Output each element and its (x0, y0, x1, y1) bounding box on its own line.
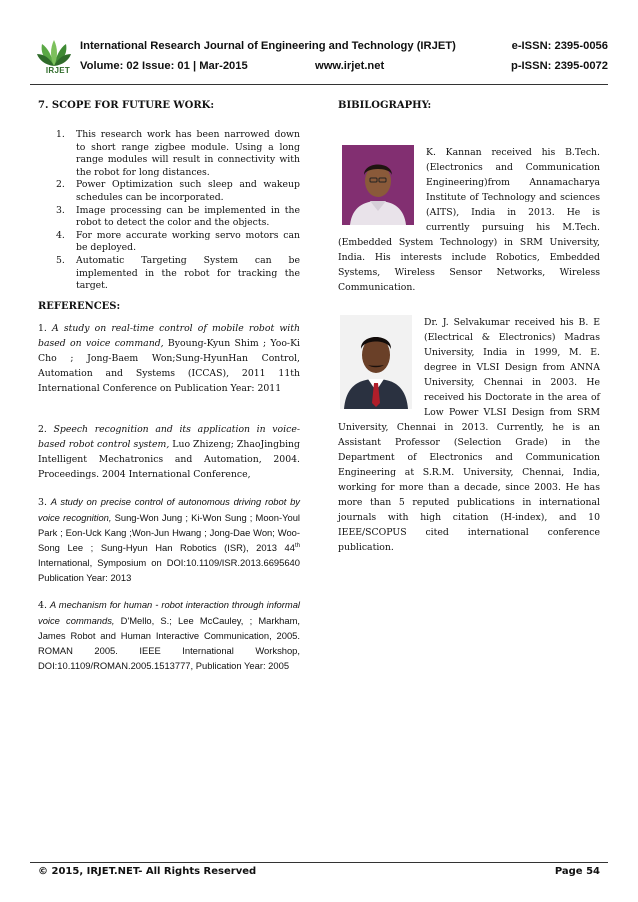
references-title: REFERENCES: (38, 300, 121, 312)
author-photo (342, 145, 414, 225)
reference-item: 4. A mechanism for human - robot interaction through informal voice commands, D'Mello, S.; Lee McCauley, ; Markham, James Robot and Human Interactive Communication, 2005. ROMAN 2005. IEEE International Workshop, DOI:10.1109/ROMAN.2005.1513777, Publication Year: 2005 (38, 598, 301, 671)
page-number: Page 54 (554, 866, 600, 877)
reference-item: 3. A study on precise control of autonomous driving robot by voice recognition, Sung-Won Jung ; Ki-Won Sung ; Moon-Youl Park ; Eon-Uck Kang ;Won-Jun Hwang ; Jong-Dae Won; Woo-Song Lee ; Sung-Hyun Han Robotics (ISR), 2013 44th International, Symposium on DOI:10.1109/ISR.2013.6695640 Publication Year: 2013 (38, 495, 300, 583)
reference-item: 2. Speech recognition and its application in voice-based robot control system, Luo Zhizeng; ZhaoJingbing Intelligent Mechatronics and Automation, 2004. Proceedings. 2004 International Conference, (38, 423, 300, 480)
left-column (38, 100, 300, 673)
author-bio: Dr. J. Selvakumar received his B. E (Electrical & Electronics) Madras University, India in 1999, M. E. degree in VLSI Design from ANNA University, Chennai in 2003. He received his Doctorate in the area of Low Power VLSI Design from SRM University, Chennai in 2013. Currently, he is an Assistant Professor (Selection Grade) in the Department of Electronics and Communication Engineering at S.R.M. University, Chennai, India, working for more than a decade, since 2003. He has more than 5 reputed publications in international journals with high citation (H-index), and 10 IEEE/SCOPUS cited international conference publication. (338, 317, 600, 553)
future-work-list (38, 129, 300, 293)
reference-title: A mechanism for human - robot interaction through informal voice commands, (38, 598, 300, 626)
leaf-logo-icon (36, 38, 72, 68)
list-item: 4. For more accurate working servo motors can be deployed. (56, 229, 300, 254)
list-item: 3. Image processing can be implemented in the robot to detect the color and the objects. (56, 204, 300, 229)
irjet-logo (36, 38, 72, 80)
journal-url[interactable]: www.irjet.net (315, 60, 385, 72)
author-photo (340, 315, 412, 409)
eissn: e-ISSN: 2395-0056 (511, 40, 608, 52)
list-item: 1. This research work has been narrowed down to short range zigbee module. Using a long range modules will result in connectivity with the robot for long distances. (56, 129, 300, 178)
reference-title: Speech recognition and its application in voice-based robot control system, (38, 423, 300, 450)
header-divider (30, 84, 608, 85)
reference-title: A study on real-time control of mobile robot with based on voice command, (38, 322, 300, 349)
journal-name: International Research Journal of Engineering and Technology (IRJET) (80, 40, 456, 52)
pissn: p-ISSN: 2395-0072 (510, 60, 608, 72)
bibliography-title: BIBILOGRAPHY: (338, 100, 432, 111)
reference-title: A study on precise control of autonomous driving robot by voice recognition, (38, 495, 300, 523)
future-work-title: 7. SCOPE FOR FUTURE WORK: (38, 100, 215, 111)
list-item: 2. Power Optimization such sleep and wakeup schedules can be incorporated. (56, 179, 300, 203)
page-header (30, 38, 608, 80)
list-item: 5. Automatic Targeting System can be implemented in the robot for tracking the target. (56, 254, 300, 292)
person-photo-icon (340, 315, 412, 409)
volume-issue: Volume: 02 Issue: 01 | Mar-2015 (80, 60, 248, 72)
right-column (338, 100, 600, 555)
reference-item: 1. A study on real-time control of mobile robot with based on voice command, Byoung-Kyun Shim ; Yoo-Ki Cho ; Jong-Baem Won;Sung-HyunHan Control, Automation and Systems (ICCAS), 2011 11th International Conference on Publication Year: 2011 (38, 322, 300, 394)
person-photo-icon (342, 145, 414, 225)
logo-text: IRJET (45, 66, 71, 75)
copyright: © 2015, IRJET.NET- All Rights Reserved (38, 866, 257, 877)
author-bio: K. Kannan received his B.Tech.(Electronics and Communication Engineering)from Annamacharya Institute of Technology and sciences (AITS), India in 2013. He is currently pursuing his M.Tech. (Embedded System Technology) in SRM University, India. His interests include Robotics, Embedded Systems, Wireless Sensor Networks, Wireless Communication. (338, 147, 600, 293)
footer-divider (30, 862, 608, 863)
